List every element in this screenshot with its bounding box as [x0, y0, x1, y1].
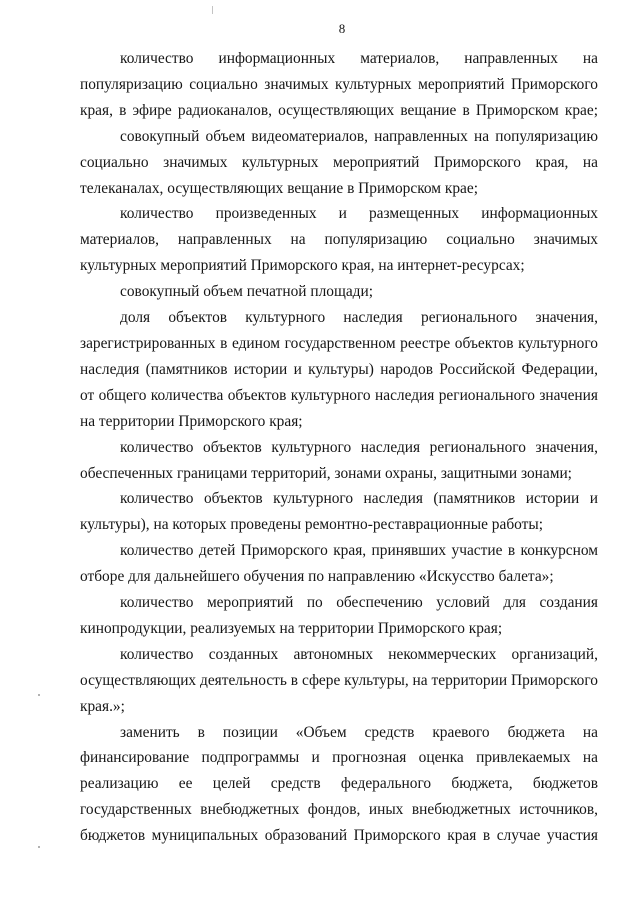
paragraph: количество мероприятий по обеспечению условий для создания кинопродукции, реализуемых на территории Приморского края; [80, 594, 598, 637]
document-body [80, 46, 598, 849]
paragraph: количество объектов культурного наследия (памятников истории и культуры), на которых проведены ремонтно-реставрационные работы; [80, 490, 598, 534]
page-number: 8 [338, 21, 346, 36]
paragraph: совокупный объем печатной площади; [120, 283, 373, 301]
paragraph: количество информационных материалов, направленных на популяризацию социально значимых культурных мероприятий Приморского края, в эфире радиоканалов, осуществляющих вещание в Приморском крае; [80, 50, 598, 119]
paragraph: доля объектов культурного наследия регионального значения, зарегистрированных в едином государственном реестре объектов культурного наследия (памятников истории и культуры) народов Российской Федерации, от общего количества объектов культурного наследия регионального значения на территории Приморского края; [80, 309, 598, 430]
paragraph: совокупный объем видеоматериалов, направленных на популяризацию социально значимых культурных мероприятий Приморского края, на телеканалах, осуществляющих вещание в Приморском крае; [80, 127, 598, 197]
scan-margin-dot [38, 694, 40, 696]
paragraph: количество объектов культурного наследия регионального значения, обеспеченных границами территорий, зонами охраны, защитными зонами; [80, 438, 598, 482]
paragraph: количество детей Приморского края, принявших участие в конкурсном отборе для дальнейшего обучения по направлению «Искусство балета»; [80, 542, 598, 586]
scan-margin-dot [38, 846, 40, 848]
paragraph: количество произведенных и размещенных информационных материалов, направленных на популяризацию социально значимых культурных мероприятий Приморского края, на интернет-ресурсах; [80, 205, 598, 275]
paragraph: заменить в позиции «Объем средств краевого бюджета на финансирование подпрограммы и прогнозная оценка привлекаемых на реализацию ее целей средств федерального бюджета, бюджетов государственных внебюджетных фондов, иных внебюджетных источников, бюджетов муниципальных образований Приморского края в случае участия [80, 723, 598, 845]
scan-edge-mark [212, 6, 213, 14]
paragraph: количество созданных автономных некоммерческих организаций, осуществляющих деятельность в сфере культуры, на территории Приморского края.»; [80, 645, 598, 715]
